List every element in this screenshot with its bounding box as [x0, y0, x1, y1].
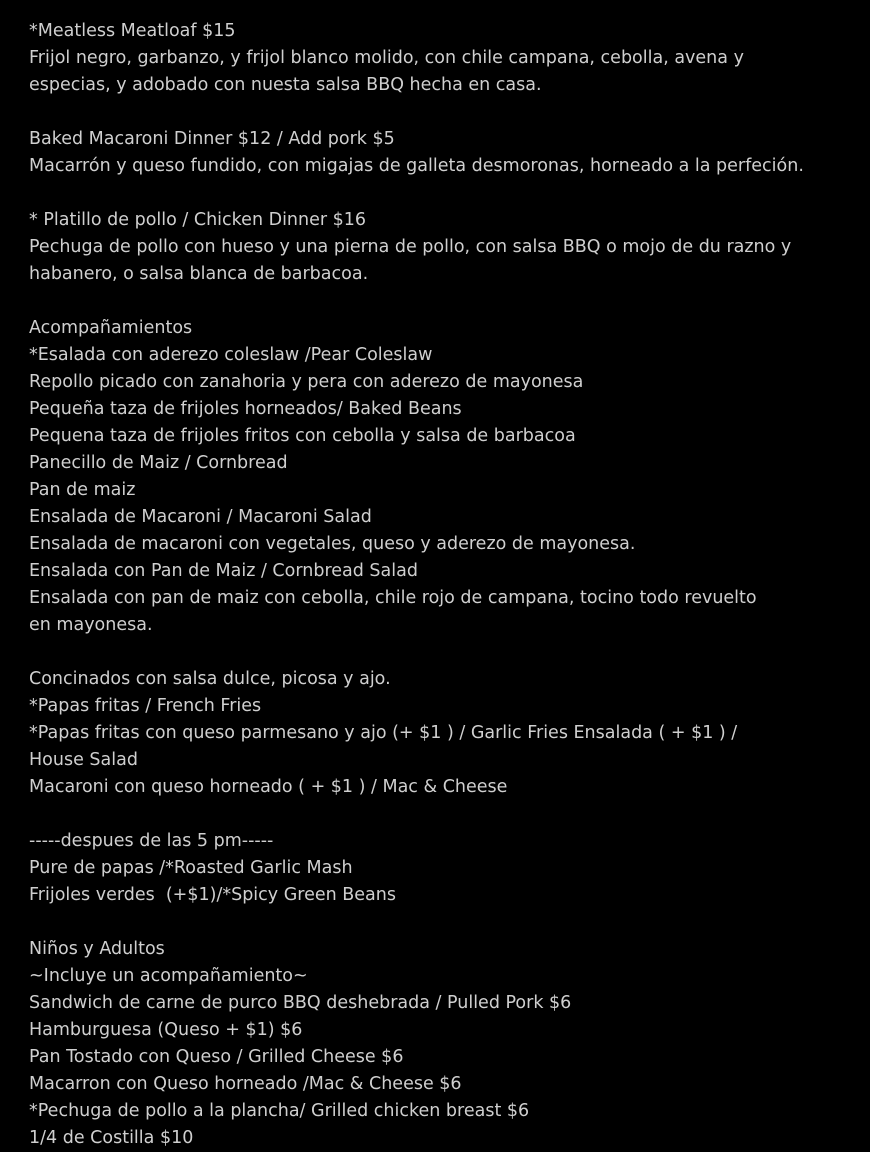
menu-line: *Papas fritas con queso parmesano y ajo (+ $1 ) / Garlic Fries Ensalada ( + $1 ) /	[29, 723, 738, 743]
menu-line: House Salad	[29, 750, 138, 770]
blank-line	[29, 639, 859, 666]
menu-line: *Meatless Meatloaf $15	[29, 21, 236, 41]
menu-line: Ensalada de Macaroni / Macaroni Salad	[29, 507, 372, 527]
menu-line: Pequeña taza de frijoles horneados/ Baked Beans	[29, 399, 462, 419]
menu-line: Pan Tostado con Queso / Grilled Cheese $6	[29, 1047, 404, 1067]
menu-line: Pure de papas /*Roasted Garlic Mash	[29, 858, 353, 878]
blank-line	[29, 801, 859, 828]
menu-line: Hamburguesa (Queso + $1) $6	[29, 1020, 303, 1040]
blank-line	[29, 288, 859, 315]
menu-line: Concinados con salsa dulce, picosa y ajo.	[29, 669, 391, 689]
menu-line: * Platillo de pollo / Chicken Dinner $16	[29, 210, 367, 230]
menu-line: Pan de maiz	[29, 480, 136, 500]
menu-line: Pequena taza de frijoles fritos con cebolla y salsa de barbacoa	[29, 426, 576, 446]
menu-line: Ensalada de macaroni con vegetales, queso y aderezo de mayonesa.	[29, 534, 636, 554]
menu-line: Panecillo de Maiz / Cornbread	[29, 453, 288, 473]
blank-line	[29, 180, 859, 207]
menu-line: Frijol negro, garbanzo, y frijol blanco molido, con chile campana, cebolla, avena y	[29, 48, 744, 68]
menu-line: Pechuga de pollo con hueso y una pierna de pollo, con salsa BBQ o mojo de du razno y	[29, 237, 792, 257]
menu-line: Acompañamientos	[29, 318, 193, 338]
menu-line: en mayonesa.	[29, 615, 153, 635]
menu-line: Macarron con Queso horneado /Mac & Cheese $6	[29, 1074, 462, 1094]
menu-text	[29, 18, 859, 1152]
menu-line: habanero, o salsa blanca de barbacoa.	[29, 264, 369, 284]
menu-line: Niños y Adultos	[29, 939, 165, 959]
menu-line: Ensalada con pan de maiz con cebolla, chile rojo de campana, tocino todo revuelto	[29, 588, 757, 608]
menu-line: *Pechuga de pollo a la plancha/ Grilled chicken breast $6	[29, 1101, 530, 1121]
menu-line: *Esalada con aderezo coleslaw /Pear Coleslaw	[29, 345, 433, 365]
menu-line: *Papas fritas / French Fries	[29, 696, 262, 716]
menu-line: Ensalada con Pan de Maiz / Cornbread Salad	[29, 561, 418, 581]
menu-line: Baked Macaroni Dinner $12 / Add pork $5	[29, 129, 395, 149]
blank-line	[29, 909, 859, 936]
menu-line: Macaroni con queso horneado ( + $1 ) / Mac & Cheese	[29, 777, 508, 797]
menu-line: ~Incluye un acompañamiento~	[29, 966, 308, 986]
menu-line: Macarrón y queso fundido, con migajas de galleta desmoronas, horneado a la perfeción.	[29, 156, 804, 176]
menu-line: 1/4 de Costilla $10	[29, 1128, 194, 1148]
menu-line: Repollo picado con zanahoria y pera con aderezo de mayonesa	[29, 372, 584, 392]
menu-line: -----despues de las 5 pm-----	[29, 831, 274, 851]
menu-line: Frijoles verdes (+$1)/*Spicy Green Beans	[29, 885, 396, 905]
blank-line	[29, 99, 859, 126]
menu-line: Sandwich de carne de purco BBQ deshebrada / Pulled Pork $6	[29, 993, 572, 1013]
menu-line: especias, y adobado con nuesta salsa BBQ hecha en casa.	[29, 75, 542, 95]
